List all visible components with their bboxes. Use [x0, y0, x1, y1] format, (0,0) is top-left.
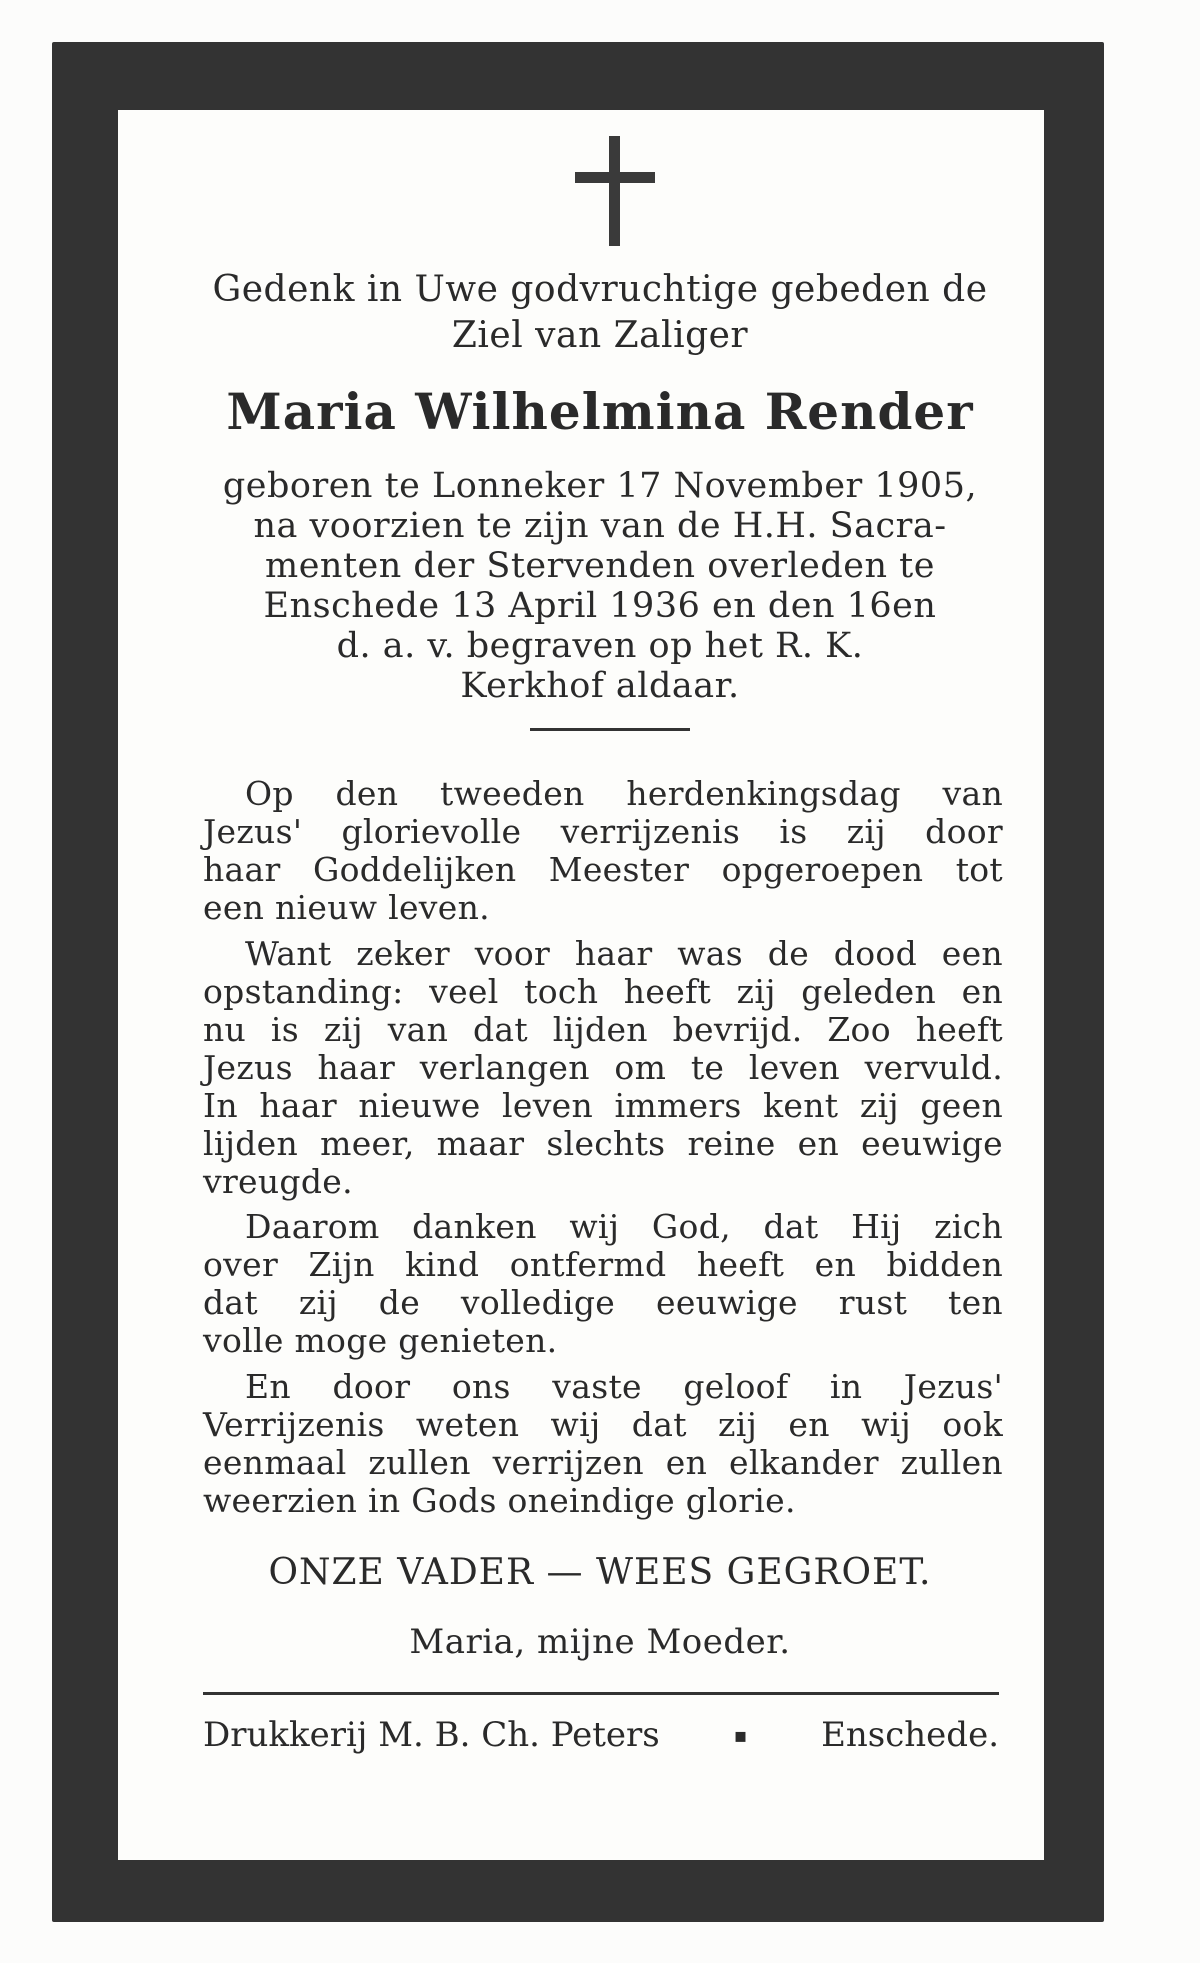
body-line: Daarom danken wij God, dat Hij zich: [245, 1207, 1003, 1246]
body-line: eenmaal zullen verrijzen en elkander zullen: [203, 1443, 1003, 1482]
printer-name: Drukkerij M. B. Ch. Peters: [203, 1715, 660, 1755]
bio-line: Enschede 13 April 1936 en den 16en: [263, 586, 937, 626]
body-line: En door ons vaste geloof in Jezus': [245, 1367, 1003, 1406]
prayer-line: ONZE VADER — WEES GEGROET.: [268, 1552, 932, 1593]
header-line-1: Gedenk in Uwe godvruchtige gebeden de: [212, 269, 988, 310]
header-line-2: Ziel van Zaliger: [451, 315, 749, 356]
cross-icon: [575, 136, 655, 246]
body-line: Jezus haar verlangen om te leven vervuld.: [203, 1048, 1003, 1087]
body-line: opstanding: veel toch heeft zij geleden en: [203, 972, 1003, 1011]
printer-city: Enschede.: [821, 1715, 999, 1755]
prayer-invocation: Maria, mijne Moeder.: [409, 1622, 791, 1662]
bio-line: Kerkhof aldaar.: [460, 666, 740, 706]
body-line: nu is zij van dat lijden bevrijd. Zoo heeft: [203, 1010, 1003, 1049]
body-line: In haar nieuwe leven immers kent zij geen: [203, 1086, 1003, 1125]
body-line: Want zeker voor haar was de dood een: [245, 934, 1003, 973]
body-line: een nieuw leven.: [203, 888, 490, 927]
body-line: haar Goddelijken Meester opgeroepen tot: [203, 850, 1003, 889]
divider-long: [203, 1692, 999, 1695]
body-line: weerzien in Gods oneindige glorie.: [203, 1481, 796, 1520]
bio-line: geboren te Lonneker 17 November 1905,: [222, 466, 978, 506]
body-line: dat zij de volledige eeuwige rust ten: [203, 1283, 1003, 1322]
printer-credit: [203, 1715, 999, 1755]
deceased-name: Maria Wilhelmina Render: [226, 382, 974, 441]
body-line: Op den tweeden herdenkingsdag van: [245, 774, 1003, 813]
divider-short: [530, 728, 690, 731]
printer-separator: ▪: [733, 1723, 748, 1747]
body-line: Jezus' glorievolle verrijzenis is zij door: [203, 812, 1003, 851]
bio-line: menten der Stervenden overleden te: [265, 546, 935, 586]
body-line: volle moge genieten.: [203, 1321, 558, 1360]
bio-line: d. a. v. begraven op het R. K.: [336, 626, 864, 666]
body-line: vreugde.: [203, 1162, 353, 1201]
bio-line: na voorzien te zijn van de H.H. Sacra-: [253, 506, 947, 546]
body-line: Verrijzenis weten wij dat zij en wij ook: [203, 1405, 1003, 1444]
body-line: lijden meer, maar slechts reine en eeuwige: [203, 1124, 1003, 1163]
body-line: over Zijn kind ontfermd heeft en bidden: [203, 1245, 1003, 1284]
